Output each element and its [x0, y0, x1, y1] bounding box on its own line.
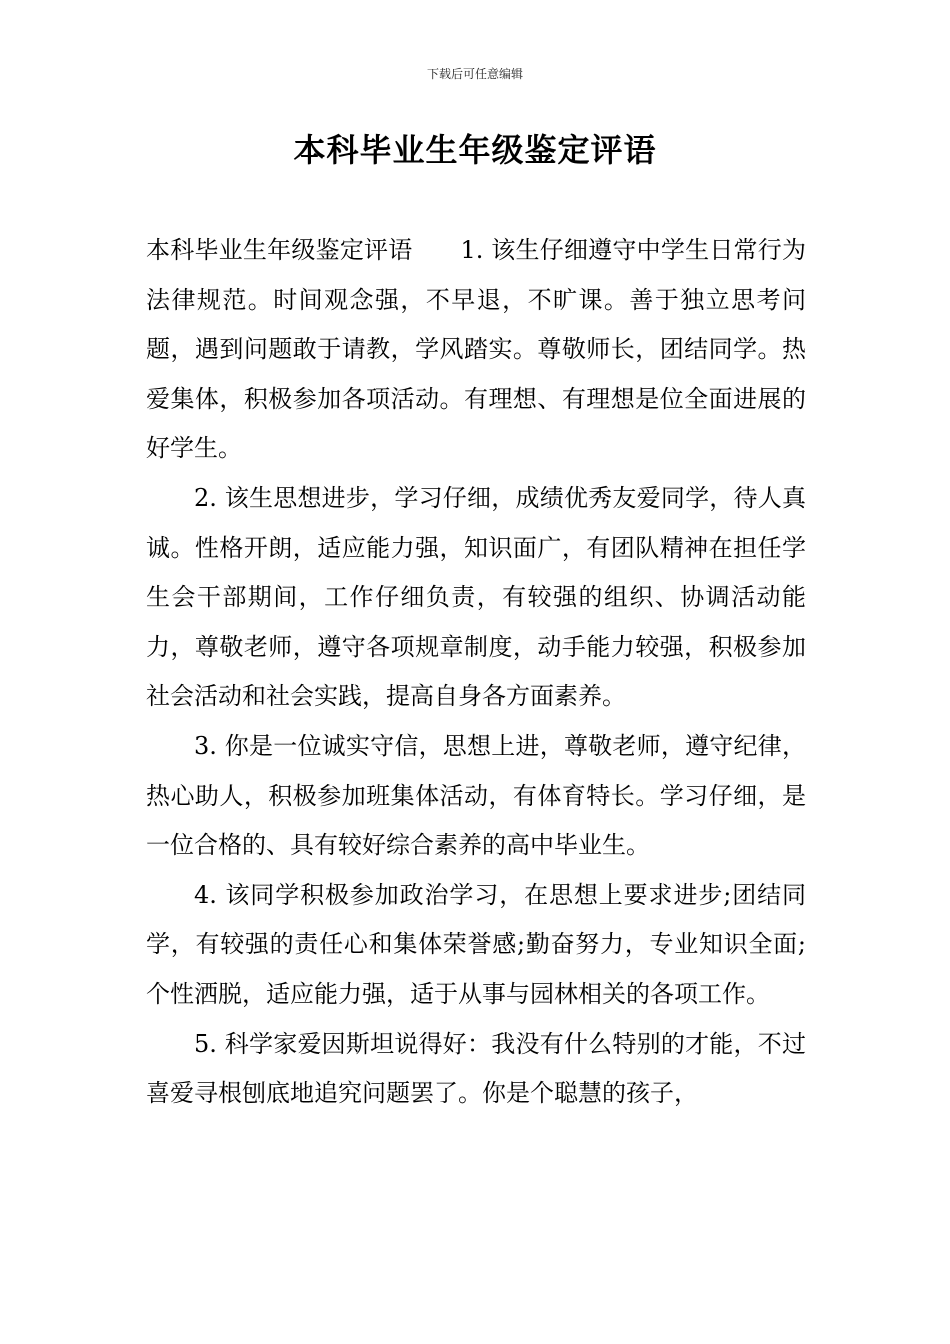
paragraph-5: 5. 科学家爱因斯坦说得好：我没有什么特别的才能，不过喜爱寻根刨底地追究问题罢了。你是个聪慧的孩子， — [146, 1029, 806, 1108]
paragraph-1 — [146, 226, 806, 474]
paragraph-1-text: 1. 该生仔细遵守中学生日常行为法律规范。时间观念强，不早退，不旷课。善于独立思考问题，遇到问题敢于请教，学风踏实。尊敬师长，团结同学。热爱集体，积极参加各项活动。有理想、有理想是位全面进展的好学生。 — [146, 236, 807, 463]
paragraph-3: 3. 你是一位诚实守信，思想上进，尊敬老师，遵守纪律，热心助人，积极参加班集体活动，有体育特长。学习仔细，是一位合格的、具有较好综合素养的高中毕业生。 — [146, 731, 806, 860]
document-title: 本科毕业生年级鉴定评语 — [293, 131, 657, 169]
paragraph-2: 2. 该生思想进步，学习仔细，成绩优秀友爱同学，待人真诚。性格开朗，适应能力强，知识面广，有团队精神在担任学生会干部期间，工作仔细负责，有较强的组织、协调活动能力，尊敬老师，遵守各项规章制度，动手能力较强，积极参加社会活动和社会实践，提高自身各方面素养。 — [146, 483, 806, 711]
document-body — [146, 226, 806, 1119]
header-note: 下载后可任意编辑 — [426, 67, 523, 81]
intro-label: 本科毕业生年级鉴定评语 — [146, 236, 413, 264]
paragraph-4: 4. 该同学积极参加政治学习，在思想上要求进步;团结同学，有较强的责任心和集体荣誉感;勤奋努力，专业知识全面;个性洒脱，适应能力强，适于从事与园林相关的各项工作。 — [146, 880, 806, 1008]
